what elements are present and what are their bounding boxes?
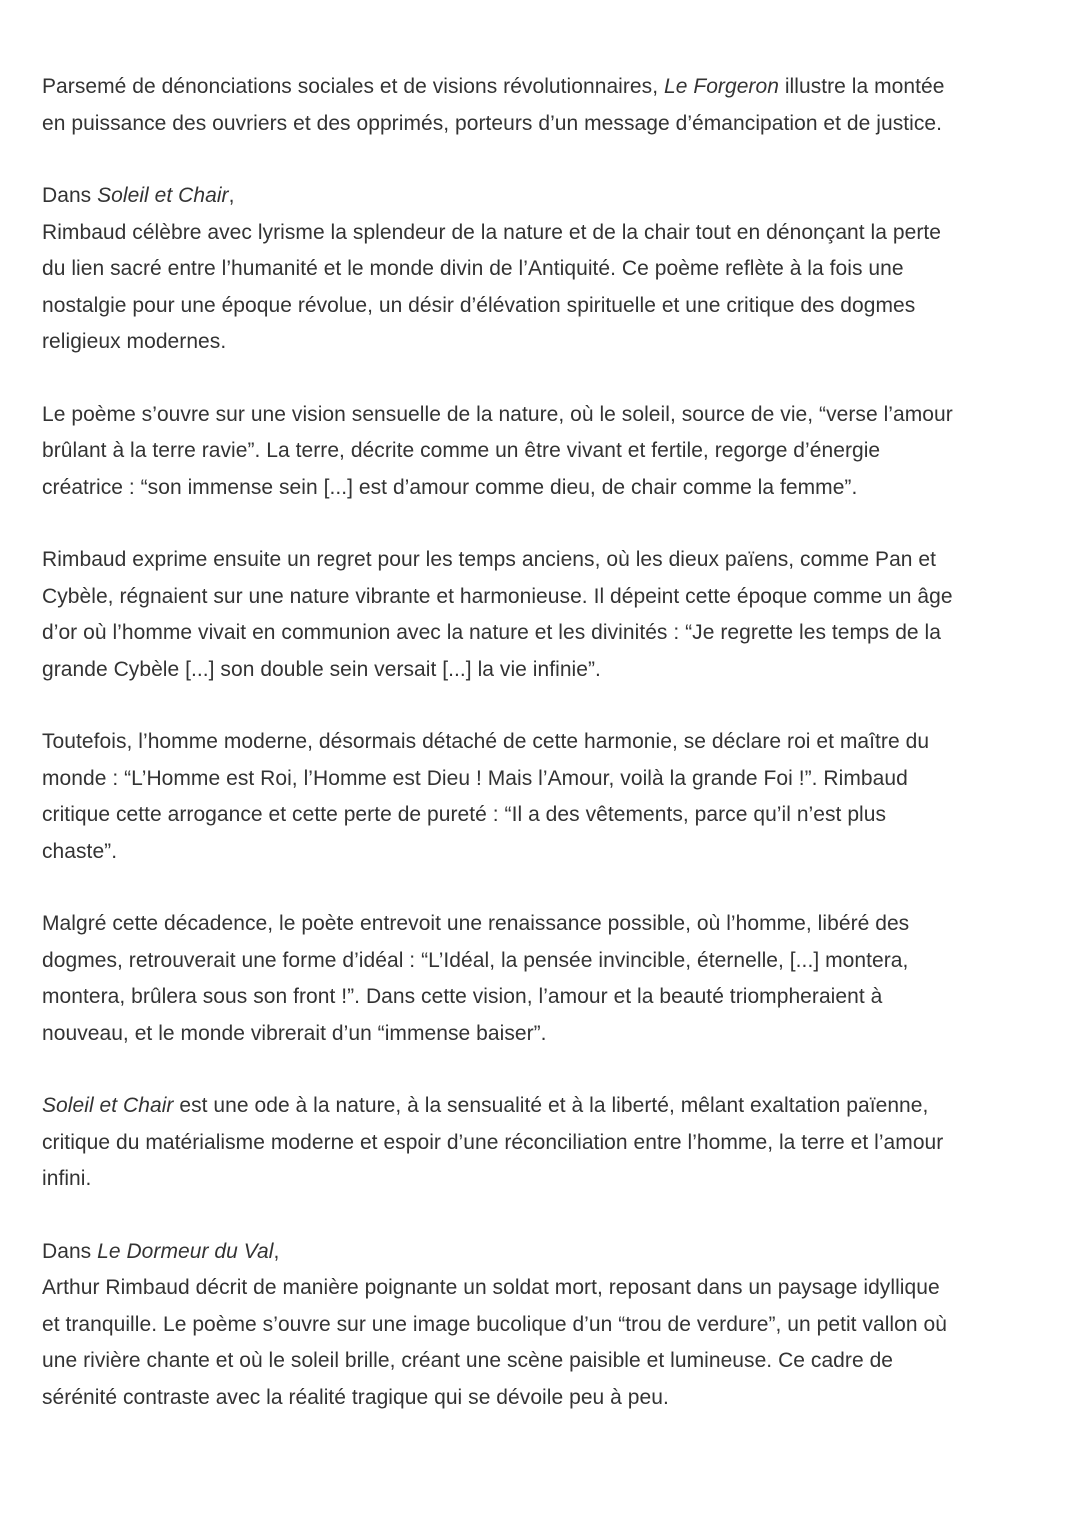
text-segment: montera, brûlera sous son front !”. Dans cette vision, l’amour et la beauté triompheraient à (42, 985, 883, 1008)
text-segment: nouveau, et le monde vibrerait d’un “immense baiser”. (42, 1021, 547, 1045)
italic-title-text: Le Forgeron (663, 75, 779, 98)
text-line (42, 106, 1042, 143)
text-segment: nostalgie pour une époque révolue, un désir d’élévation spirituelle et une critique des dogmes (42, 293, 916, 317)
text-segment: une rivière chante et où le soleil brille, créant une scène paisible et lumineuse. Ce cadre de (42, 1349, 894, 1372)
text-line (42, 251, 1042, 288)
text-line (42, 397, 1042, 434)
text-segment: dogmes, retrouverait une forme d’idéal : “L’Idéal, la pensée invincible, éternelle, [...] montera, (42, 948, 909, 972)
text-line (42, 1234, 1042, 1271)
text-segment: illustre la montée (778, 75, 945, 98)
text-segment: Rimbaud célèbre avec lyrisme la splendeur de la nature et de la chair tout en dénonçant la perte (42, 220, 942, 244)
paragraph-4 (42, 542, 1042, 688)
text-segment: Arthur Rimbaud décrit de manière poignante un soldat mort, reposant dans un paysage idyllique (42, 1276, 940, 1299)
text-segment: Dans (42, 1239, 98, 1263)
text-segment: chaste”. (42, 839, 118, 863)
text-segment: Malgré cette décadence, le poète entrevoit une renaissance possible, où l’homme, libéré des (42, 912, 910, 935)
text-segment: grande Cybèle [...] son double sein versait [...] la vie infinie”. (42, 657, 601, 681)
text-line (42, 652, 1042, 689)
text-line (42, 761, 1042, 798)
text-line (42, 797, 1042, 834)
text-segment: , (228, 184, 235, 207)
text-segment: brûlant à la terre ravie”. La terre, décrite comme un être vivant et fertile, regorge d’énergie (42, 439, 881, 462)
text-line (42, 1343, 1042, 1380)
paragraph-5 (42, 724, 1042, 870)
text-line (42, 579, 1042, 616)
text-segment: religieux modernes. (42, 330, 227, 353)
paragraph-7 (42, 1088, 1042, 1198)
text-segment: Toutefois, l’homme moderne, désormais détaché de cette harmonie, se déclare roi et maître du (42, 730, 930, 753)
italic-title-text: Soleil et Chair (42, 1094, 174, 1117)
text-segment: et tranquille. Le poème s’ouvre sur une image bucolique d’un “trou de verdure”, un petit vallon où (42, 1312, 947, 1336)
paragraph-3 (42, 397, 1042, 507)
text-segment: monde : “L’Homme est Roi, l’Homme est Dieu ! Mais l’Amour, voilà la grande Foi !”. Rimbaud (42, 766, 908, 790)
text-segment: Dans (42, 184, 98, 207)
text-segment: infini. (42, 1167, 92, 1190)
text-segment: Rimbaud exprime ensuite un regret pour les temps anciens, où les dieux païens, comme Pan et (42, 548, 937, 571)
paragraph-6 (42, 906, 1042, 1052)
text-line (42, 1088, 1042, 1125)
text-segment: , (273, 1239, 280, 1263)
text-line (42, 906, 1042, 943)
text-line (42, 178, 1042, 215)
text-line (42, 433, 1042, 470)
italic-title-text: Le Dormeur du Val (97, 1239, 274, 1263)
text-segment: est une ode à la nature, à la sensualité et à la liberté, mêlant exaltation païenne, (173, 1094, 929, 1117)
italic-title-text: Soleil et Chair (97, 184, 229, 207)
text-line (42, 542, 1042, 579)
text-line (42, 979, 1042, 1016)
text-segment: Parsemé de dénonciations sociales et de visions révolutionnaires, (42, 75, 664, 98)
text-segment: Le poème s’ouvre sur une vision sensuelle de la nature, où le soleil, source de vie, “verse l’amour (42, 402, 953, 426)
text-line (42, 324, 1042, 361)
text-line (42, 470, 1042, 507)
paragraph-2 (42, 178, 1042, 361)
text-segment: d’or où l’homme vivait en communion avec la nature et les divinités : “Je regrette les temps de la (42, 621, 941, 644)
text-line (42, 1270, 1042, 1307)
text-line (42, 1125, 1042, 1162)
text-segment: critique du matérialisme moderne et espoir d’une réconciliation entre l’homme, la terre et l’amour (42, 1130, 944, 1154)
paragraph-1 (42, 69, 1042, 142)
text-line (42, 69, 1042, 106)
text-line (42, 615, 1042, 652)
text-line (42, 834, 1042, 871)
text-segment: en puissance des ouvriers et des opprimés, porteurs d’un message d’émancipation et de justice. (42, 111, 943, 135)
text-segment: critique cette arrogance et cette perte de pureté : “Il a des vêtements, parce qu’il n’est plus (42, 803, 887, 826)
text-line (42, 215, 1042, 252)
text-line (42, 1307, 1042, 1344)
paragraph-8 (42, 1234, 1042, 1417)
text-segment: du lien sacré entre l’humanité et le monde divin de l’Antiquité. Ce poème reflète à la fois une (42, 257, 904, 280)
text-line (42, 1161, 1042, 1198)
text-line (42, 1380, 1042, 1417)
text-segment: créatrice : “son immense sein [...] est d’amour comme dieu, de chair comme la femme”. (42, 475, 858, 499)
text-line (42, 288, 1042, 325)
text-segment: sérénité contraste avec la réalité tragique qui se dévoile peu à peu. (42, 1385, 669, 1409)
text-line (42, 724, 1042, 761)
text-line (42, 1016, 1042, 1053)
document-body (42, 69, 1042, 1416)
text-segment: Cybèle, régnaient sur une nature vibrante et harmonieuse. Il dépeint cette époque comme un âge (42, 584, 953, 608)
text-line (42, 943, 1042, 980)
